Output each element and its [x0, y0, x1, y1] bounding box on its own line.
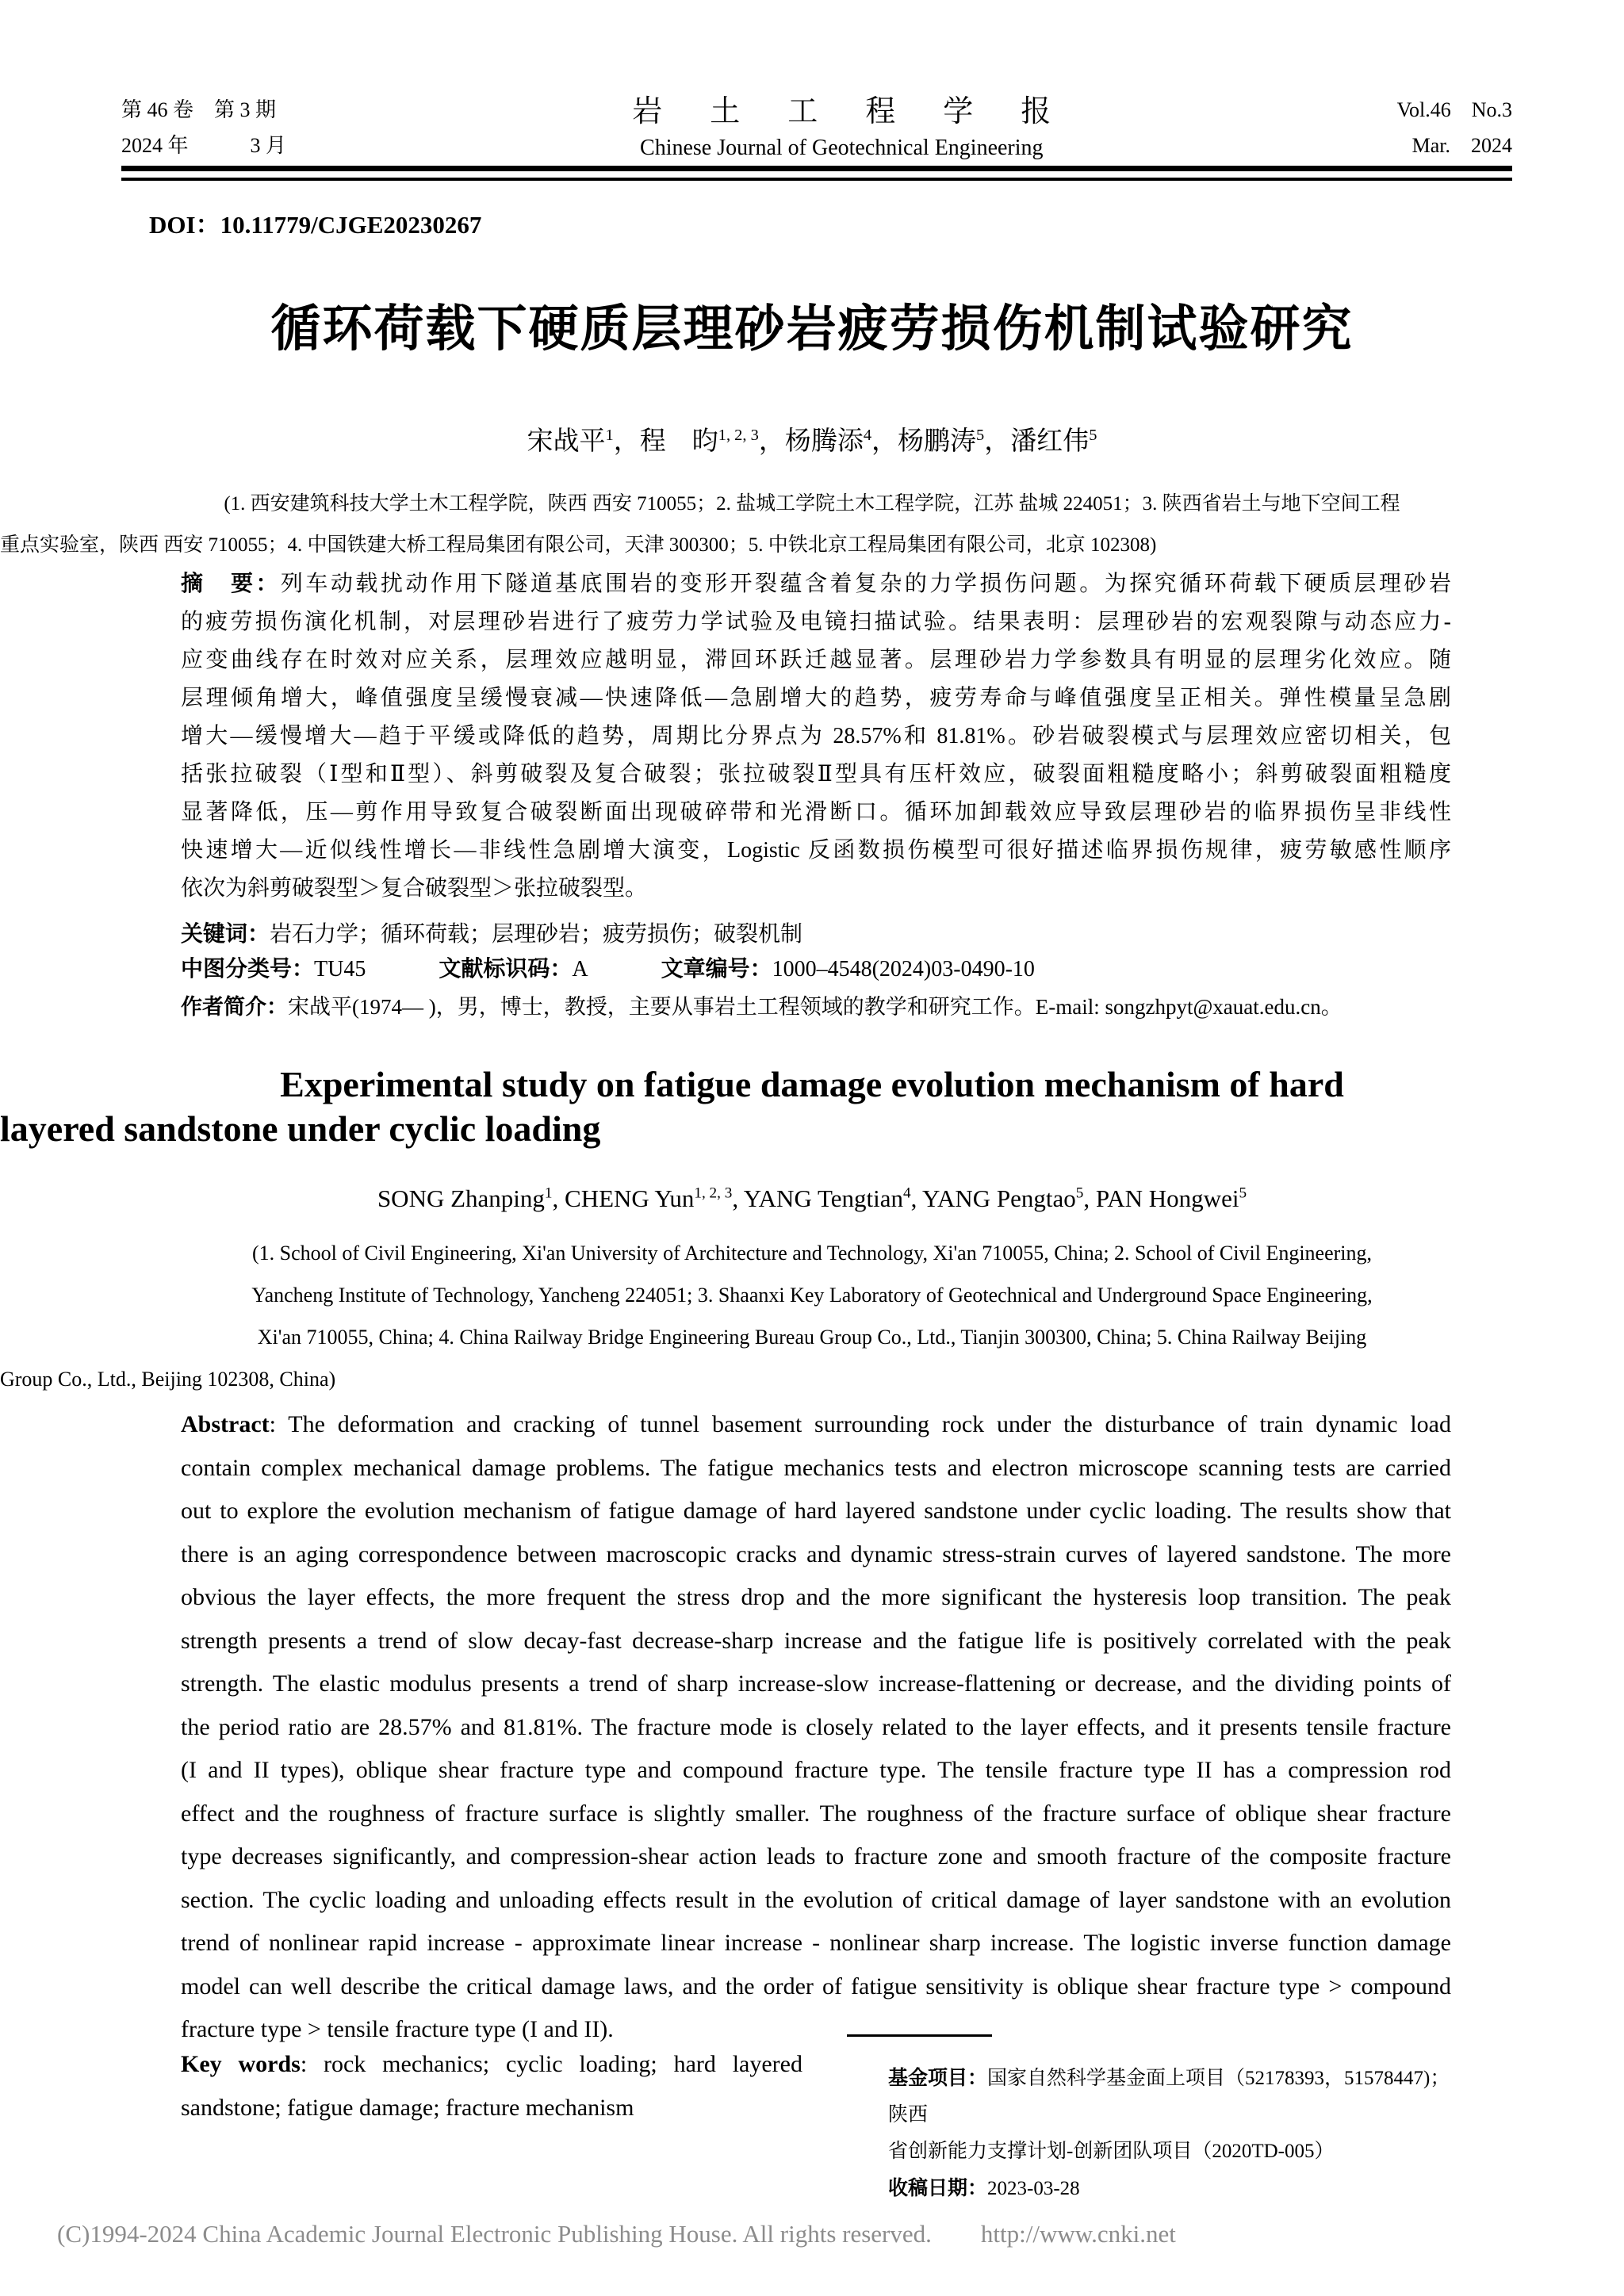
received-date	[888, 2170, 1453, 2207]
text-line: strength presents a trend of slow decay-fast decrease-sharp increase and the fatigue life is positively correlated with the peak	[181, 1627, 1451, 1654]
field-text: 国家自然科学基金面上项目（52178393，51578447)；陕西	[888, 2068, 1450, 2126]
author-bio-line	[181, 988, 1451, 1026]
text-line: Group Co., Ltd., Beijing 102308, China)	[0, 1368, 336, 1391]
header-rule-thin	[121, 178, 1512, 181]
abstract-cn	[181, 564, 1451, 908]
journal-title-block	[286, 92, 1397, 165]
text-line: obvious the layer effects, the more frequent the stress drop and the more significant the hysteresis loop transition. The peak	[181, 1584, 1451, 1610]
classification-line	[181, 950, 1451, 989]
article-authors-en: SONG Zhanping$^1$, CHENG Yun$^{1, 2, 3}$, YANG Tengtian$^4$, YANG Pengtao$^5$, PAN Hongwei$^5$	[377, 1184, 1247, 1212]
text-line: section. The cyclic loading and unloading effects result in the evolution of critical damage of layer sandstone with an evolution	[181, 1886, 1451, 1913]
journal-title-en: Chinese Journal of Geotechnical Engineering	[640, 136, 1044, 160]
text-line: 重点实验室，陕西 西安 710055；4. 中国铁建大桥工程局集团有限公司，天津 300300；5. 中铁北京工程局集团有限公司，北京 102308)	[0, 534, 1157, 556]
text-line: strength. The elastic modulus presents a trend of sharp increase-slow increase-flattening or decrease, and the dividing points of	[181, 1670, 1451, 1697]
author-name: 潘红伟	[1010, 427, 1090, 456]
text-line: sandstone; fatigue damage; fracture mechanism	[181, 2095, 634, 2121]
field-text: : The deformation and cracking of tunnel basement surrounding rock under the disturbance of train dynamic load	[269, 1411, 1451, 1437]
author-superscript: 5	[1089, 427, 1097, 444]
text-line: layered sandstone under cyclic loading	[0, 1108, 601, 1149]
author-name: 杨鹏涛	[898, 427, 977, 456]
text-line: (1. 西安建筑科技大学土木工程学院，陕西 西安 710055；2. 盐城工学院土木工程学院，江苏 盐城 224051；3. 陕西省岩土与地下空间工程	[224, 493, 1400, 515]
text-line: 省创新能力支撑计划-创新团队项目（2020TD-005）	[888, 2141, 1335, 2162]
author-superscript: 1	[544, 1184, 553, 1202]
text-line	[888, 2170, 1453, 2207]
meta-segment	[181, 957, 366, 982]
journal-issue-cn	[121, 92, 286, 163]
journal-header	[121, 92, 1512, 165]
text-line	[181, 988, 1451, 1026]
field-text: 岩石力学；循环荷载；层理砂岩；疲劳损伤；破裂机制	[270, 922, 803, 947]
field-text: : rock mechanics; cyclic loading; hard layered	[300, 2051, 802, 2077]
issue-date-en: Mar. 2024	[1411, 134, 1512, 157]
author-superscript: 4	[903, 1184, 911, 1202]
text-line: Xi'an 710055, China; 4. China Railway Bridge Engineering Bureau Group Co., Ltd., Tianjin 300300, China; 5. China Railway Beijing	[257, 1326, 1367, 1349]
journal-issue-en	[1397, 92, 1512, 163]
field-label: 收稿日期：	[888, 2177, 988, 2199]
field-label: 中图分类号：	[181, 956, 315, 981]
author-name: 宋战平	[527, 427, 606, 456]
author-name: PAN Hongwei	[1095, 1184, 1239, 1212]
text-line: Experimental study on fatigue damage evolution mechanism of hard	[280, 1064, 1344, 1104]
header-rule-thick	[121, 166, 1512, 171]
field-label: 摘 要：	[181, 571, 281, 595]
text-line: contain complex mechanical damage problems. The fatigue mechanics tests and electron microscope scanning tests are carried	[181, 1454, 1451, 1481]
text-line	[181, 2042, 802, 2086]
author-superscript: 4	[863, 427, 872, 444]
author-name: YANG Tengtian	[743, 1184, 904, 1212]
text-line: 括张拉破裂（Ⅰ型和Ⅱ型）、斜剪破裂及复合破裂；张拉破裂Ⅱ型具有压杆效应，破裂面粗糙度略小；斜剪破裂面粗糙度	[181, 762, 1451, 786]
article-title-cn: 循环荷载下硬质层理砂岩疲劳损伤机制试验研究	[270, 301, 1354, 357]
text-line	[181, 1403, 1451, 1447]
meta-segment	[439, 957, 588, 982]
field-label: 基金项目：	[888, 2067, 988, 2089]
field-label: 作者简介：	[181, 995, 288, 1019]
footnote-divider	[847, 2034, 992, 2037]
text-line: 依次为斜剪破裂型＞复合破裂型＞张拉破裂型。	[181, 876, 648, 901]
field-label: 文章编号：	[661, 956, 772, 981]
text-line: (I and II types), oblique shear fracture type and compound fracture type. The tensile fracture type II has a compression rod	[181, 1757, 1451, 1783]
keywords-cn	[181, 915, 1451, 954]
field-value: 1000–4548(2024)03-0490-10	[772, 957, 1035, 982]
text-line: model can well describe the critical damage laws, and the order of fatigue sensitivity is oblique shear fracture type > compound	[181, 1973, 1451, 1999]
issue-date-cn: 2024 年 3 月	[121, 134, 287, 157]
text-line: 增大—缓慢增大—趋于平缓或降低的趋势，周期比分界点为 28.57%和 81.81%。砂岩破裂模式与层理效应密切相关，包	[181, 724, 1451, 748]
text-line: effect and the roughness of fracture surface is slightly smaller. The roughness of the fracture surface of oblique shear fracture	[181, 1800, 1451, 1827]
journal-title-cn: 岩土工程学报	[632, 95, 1099, 128]
funding-block	[888, 2060, 1453, 2207]
text-line: type decreases significantly, and compression-shear action leads to fracture zone and smooth fracture of the composite fracture	[181, 1843, 1451, 1869]
abstract-en	[181, 1403, 1451, 2052]
issue-volume-en: Vol.46 No.3	[1396, 98, 1512, 121]
article-authors-cn: 宋战平$^1$，程 昀$^{1, 2, 3}$，杨腾添$^4$，杨鹏涛$^5$，潘红伟$^5$	[527, 427, 1097, 456]
text-line: the period ratio are 28.57% and 81.81%. The fracture mode is closely related to the layer effects, and it presents tensile fracture	[181, 1713, 1451, 1740]
text-line: 快速增大—近似线性增长—非线性急剧增大演变，Logistic 反函数损伤模型可很好描述临界损伤规律，疲劳敏感性顺序	[181, 838, 1451, 863]
affiliations-cn	[0, 484, 1624, 566]
author-superscript: 5	[976, 427, 985, 444]
issue-volume-cn: 第 46 卷 第 3 期	[121, 98, 277, 121]
author-name: 程 昀	[639, 427, 718, 456]
cnki-footer	[57, 2220, 1567, 2248]
field-label: 关键词：	[181, 921, 270, 946]
keywords-en	[181, 2042, 802, 2130]
footer-url: http://www.cnki.net	[980, 2220, 1176, 2248]
author-name: YANG Pengtao	[922, 1184, 1076, 1212]
text-line: 层理倾角增大，峰值强度呈缓慢衰减—快速降低—急剧增大的趋势，疲劳寿命与峰值强度呈正相关。弹性模量呈急剧	[181, 686, 1451, 710]
text-line	[181, 564, 1451, 603]
text-line: Yancheng Institute of Technology, Yancheng 224051; 3. Shaanxi Key Laboratory of Geotechnical and Underground Space Engineering,	[251, 1284, 1373, 1307]
author-superscript: 1, 2, 3	[694, 1184, 733, 1202]
author-name: SONG Zhanping	[377, 1184, 545, 1212]
funding-project	[888, 2060, 1453, 2170]
text-line: 的疲劳损伤演化机制，对层理砂岩进行了疲劳力学试验及电镜扫描试验。结果表明：层理砂岩的宏观裂隙与动态应力-	[181, 610, 1451, 634]
meta-segment	[661, 957, 1035, 982]
author-superscript: 1, 2, 3	[718, 427, 759, 444]
field-value: TU45	[314, 957, 366, 982]
text-line: fracture type > tensile fracture type (I and II).	[181, 2016, 614, 2042]
text-line: (1. School of Civil Engineering, Xi'an University of Architecture and Technology, Xi'an 710055, China; 2. School of Civil Engineering,	[251, 1242, 1373, 1265]
field-label: Abstract	[181, 1411, 270, 1437]
field-text: 列车动载扰动作用下隧道基底围岩的变形开裂蕴含着复杂的力学损伤问题。为探究循环荷载下硬质层理砂岩	[280, 572, 1451, 596]
author-name: CHENG Yun	[565, 1184, 695, 1212]
text-line: 显著降低，压—剪作用导致复合破裂断面出现破碎带和光滑断口。循环加卸载效应导致层理砂岩的临界损伤呈非线性	[181, 800, 1451, 825]
field-label: Key words	[181, 2051, 301, 2077]
author-superscript: 5	[1075, 1184, 1084, 1202]
field-value: A	[572, 957, 588, 982]
text-line	[888, 2060, 1453, 2133]
text-line: trend of nonlinear rapid increase - approximate linear increase - nonlinear sharp increase. The logistic inverse function damage	[181, 1930, 1451, 1956]
author-name: 杨腾添	[784, 427, 864, 456]
field-text: 宋战平(1974— )，男，博士，教授，主要从事岩土工程领域的教学和研究工作。E-mail: songzhpyt@xauat.edu.cn。	[288, 995, 1342, 1019]
text-line	[181, 915, 1451, 954]
author-superscript: 5	[1239, 1184, 1247, 1202]
text-line: there is an aging correspondence between macroscopic cracks and dynamic stress-strain curves of layered sandstone. The more	[181, 1540, 1451, 1567]
author-superscript: 1	[605, 427, 614, 444]
field-label: 文献标识码：	[439, 956, 573, 981]
text-line: 应变曲线存在时效对应关系，层理效应越明显，滞回环跃迁越显著。层理砂岩力学参数具有明显的层理劣化效应。随	[181, 648, 1451, 672]
doi-line: DOI：10.11779/CJGE20230267	[149, 211, 482, 239]
text-line: out to explore the evolution mechanism of fatigue damage of hard layered sandstone under cyclic loading. The results show that	[181, 1498, 1451, 1524]
affiliations-en	[0, 1232, 1624, 1400]
footer-copyright: (C)1994-2024 China Academic Journal Electronic Publishing House. All rights reserved.	[57, 2220, 932, 2248]
article-title-en	[0, 1062, 1624, 1151]
field-text: 2023-03-28	[987, 2178, 1080, 2199]
